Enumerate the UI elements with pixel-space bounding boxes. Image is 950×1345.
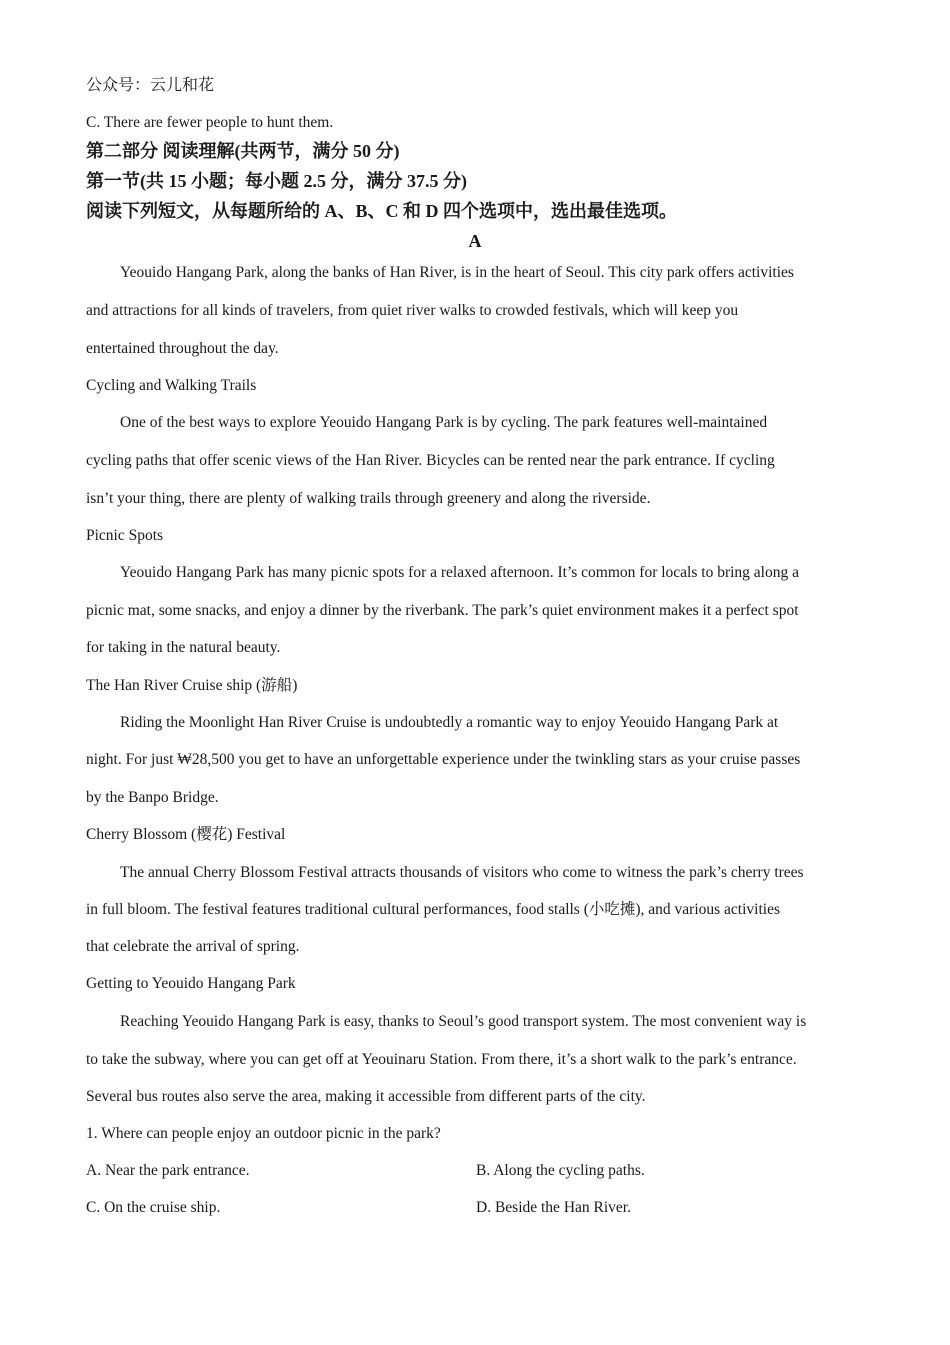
option-d: D. Beside the Han River.	[476, 1199, 631, 1216]
paragraph-line: for taking in the natural beauty.	[86, 639, 281, 656]
previous-question-option: C. There are fewer people to hunt them.	[86, 114, 334, 131]
paragraph-line: The annual Cherry Blossom Festival attracts thousands of visitors who come to witness the park’s cherry trees	[120, 864, 804, 881]
section-heading-cruise: The Han River Cruise ship (游船)	[86, 677, 298, 694]
instruction: 阅读下列短文，从每题所给的 A、B、C 和 D 四个选项中，选出最佳选项。	[86, 201, 677, 221]
intro-line: entertained throughout the day.	[86, 340, 279, 357]
header-tag: 公众号：云儿和花	[86, 75, 215, 94]
intro-line: Yeouido Hangang Park, along the banks of Han River, is in the heart of Seoul. This city park offers activities	[120, 264, 794, 281]
paragraph-line: Several bus routes also serve the area, making it accessible from different parts of the city.	[86, 1088, 646, 1105]
section-heading-picnic: Picnic Spots	[86, 527, 164, 544]
section-title: 第一节(共 15 小题；每小题 2.5 分，满分 37.5 分)	[86, 171, 467, 191]
option-c: C. On the cruise ship.	[86, 1199, 221, 1216]
intro-line: and attractions for all kinds of travelers, from quiet river walks to crowded festivals, which will keep you	[86, 302, 739, 319]
paragraph-line: night. For just ₩28,500 you get to have an unforgettable experience under the twinkling stars as your cruise passes	[86, 751, 801, 768]
paragraph-line: to take the subway, where you can get off at Yeouinaru Station. From there, it’s a short walk to the park’s entrance.	[86, 1051, 797, 1068]
paragraph-line: that celebrate the arrival of spring.	[86, 938, 300, 955]
paragraph-line: One of the best ways to explore Yeouido Hangang Park is by cycling. The park features well-maintained	[120, 414, 768, 431]
paragraph-line: cycling paths that offer scenic views of the Han River. Bicycles can be rented near the park entrance. If cycling	[86, 452, 775, 469]
option-a: A. Near the park entrance.	[86, 1162, 250, 1179]
paragraph-line: by the Banpo Bridge.	[86, 789, 219, 806]
passage-label: A	[468, 231, 482, 251]
paragraph-line: in full bloom. The festival features traditional cultural performances, food stalls (小吃摊), and various activities	[86, 901, 781, 918]
paragraph-line: picnic mat, some snacks, and enjoy a dinner by the riverbank. The park’s quiet environment makes it a perfect spot	[86, 602, 799, 619]
part-title: 第二部分 阅读理解(共两节，满分 50 分)	[86, 141, 400, 161]
paragraph-line: isn’t your thing, there are plenty of walking trails through greenery and along the riverside.	[86, 490, 651, 507]
section-heading-cycling: Cycling and Walking Trails	[86, 377, 257, 394]
option-b: B. Along the cycling paths.	[476, 1162, 645, 1179]
paragraph-line: Yeouido Hangang Park has many picnic spots for a relaxed afternoon. It’s common for locals to bring along a	[120, 564, 799, 581]
section-heading-getting-there: Getting to Yeouido Hangang Park	[86, 975, 296, 992]
paragraph-line: Riding the Moonlight Han River Cruise is undoubtedly a romantic way to enjoy Yeouido Hangang Park at	[120, 714, 779, 731]
paragraph-line: Reaching Yeouido Hangang Park is easy, thanks to Seoul’s good transport system. The most convenient way is	[120, 1013, 807, 1030]
section-heading-cherry-blossom: Cherry Blossom (樱花) Festival	[86, 826, 286, 843]
question-stem: 1. Where can people enjoy an outdoor picnic in the park?	[86, 1125, 441, 1142]
